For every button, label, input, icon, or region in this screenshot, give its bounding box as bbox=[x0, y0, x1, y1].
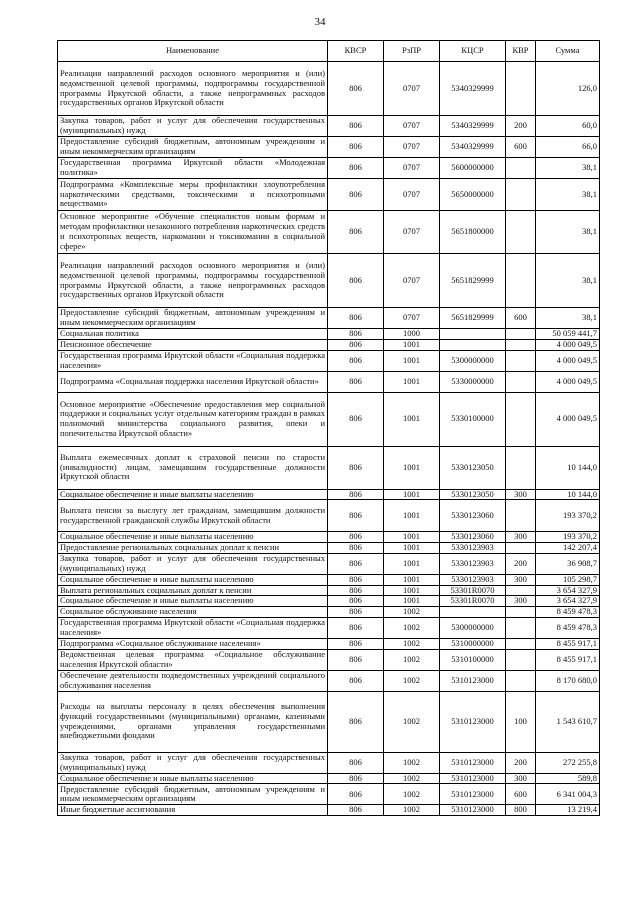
row-kcsr-cell: 53301R0070 bbox=[440, 585, 506, 596]
row-kcsr-cell: 5340329999 bbox=[440, 137, 506, 158]
row-rzpr-cell: 1001 bbox=[384, 350, 440, 371]
table-row bbox=[58, 158, 600, 179]
table-row bbox=[58, 805, 600, 816]
row-name-cell: Социальное обеспечение и иные выплаты населению bbox=[58, 596, 328, 607]
row-kvsr-cell: 806 bbox=[328, 254, 384, 308]
row-kvsr-cell: 806 bbox=[328, 607, 384, 618]
table-row bbox=[58, 350, 600, 371]
header-kcsr: КЦСР bbox=[440, 41, 506, 62]
row-kvsr-cell: 806 bbox=[328, 596, 384, 607]
row-kcsr-cell: 5340329999 bbox=[440, 62, 506, 116]
row-sum-cell: 10 144,0 bbox=[536, 446, 600, 489]
row-sum-cell: 105 298,7 bbox=[536, 574, 600, 585]
row-sum-cell: 13 219,4 bbox=[536, 805, 600, 816]
row-name-cell: Реализация направлений расходов основного мероприятия и (или) ведомственной целевой программы, подпрограммы государственной программы Иркутской области, а также непрограммных расходов государственных органов Иркутской области bbox=[58, 62, 328, 116]
row-kvr-cell bbox=[506, 500, 536, 532]
row-kvr-cell bbox=[506, 649, 536, 670]
row-kcsr-cell: 5600000000 bbox=[440, 158, 506, 179]
row-name-cell: Социальное обеспечение и иные выплаты населению bbox=[58, 773, 328, 784]
row-kvr-cell: 300 bbox=[506, 489, 536, 500]
row-kvsr-cell: 806 bbox=[328, 329, 384, 340]
row-kcsr-cell bbox=[440, 607, 506, 618]
row-rzpr-cell: 1001 bbox=[384, 585, 440, 596]
row-name-cell: Основное мероприятие «Обеспечение предоставления мер социальной поддержки и социальных услуг отдельным категориям граждан в рамках полномочий министерства социального развития, опеки и попечительства Иркутской области» bbox=[58, 392, 328, 446]
row-kvr-cell: 200 bbox=[506, 553, 536, 574]
row-kcsr-cell: 5330123060 bbox=[440, 500, 506, 532]
table-row bbox=[58, 500, 600, 532]
row-kvsr-cell: 806 bbox=[328, 649, 384, 670]
row-name-cell: Ведомственная целевая программа «Социальное обслуживание населения Иркутской области» bbox=[58, 649, 328, 670]
row-kcsr-cell: 5330123903 bbox=[440, 543, 506, 554]
row-kvr-cell: 200 bbox=[506, 752, 536, 773]
row-kvr-cell bbox=[506, 211, 536, 254]
row-rzpr-cell: 1002 bbox=[384, 617, 440, 638]
row-sum-cell: 1 543 610,7 bbox=[536, 691, 600, 752]
row-name-cell: Выплата пенсии за выслугу лет гражданам, замещавшим должности государственной гражданской службы Иркутской области bbox=[58, 500, 328, 532]
row-kvsr-cell: 806 bbox=[328, 574, 384, 585]
row-rzpr-cell: 1002 bbox=[384, 638, 440, 649]
table-row bbox=[58, 543, 600, 554]
row-name-cell: Расходы на выплаты персоналу в целях обеспечения выполнения функций государственными (муниципальными) органами, казенными учреждениями, органами управления государственными внебюджетными фондами bbox=[58, 691, 328, 752]
row-sum-cell: 3 654 327,9 bbox=[536, 585, 600, 596]
row-sum-cell: 10 144,0 bbox=[536, 489, 600, 500]
budget-table bbox=[57, 40, 600, 816]
row-rzpr-cell: 1002 bbox=[384, 649, 440, 670]
row-kcsr-cell: 5330123050 bbox=[440, 446, 506, 489]
row-sum-cell: 38,1 bbox=[536, 308, 600, 329]
row-kvr-cell: 300 bbox=[506, 574, 536, 585]
row-kvr-cell bbox=[506, 158, 536, 179]
row-kcsr-cell: 5330123903 bbox=[440, 574, 506, 585]
row-kvr-cell bbox=[506, 543, 536, 554]
row-kvr-cell: 100 bbox=[506, 691, 536, 752]
row-rzpr-cell: 0707 bbox=[384, 254, 440, 308]
row-kvr-cell: 600 bbox=[506, 137, 536, 158]
row-kcsr-cell: 5330123060 bbox=[440, 532, 506, 543]
row-rzpr-cell: 1001 bbox=[384, 500, 440, 532]
table-row bbox=[58, 649, 600, 670]
table-row bbox=[58, 339, 600, 350]
row-name-cell: Социальная политика bbox=[58, 329, 328, 340]
row-sum-cell: 8 170 680,0 bbox=[536, 670, 600, 691]
table-row bbox=[58, 607, 600, 618]
row-kvr-cell: 800 bbox=[506, 805, 536, 816]
row-sum-cell: 38,1 bbox=[536, 158, 600, 179]
table-row bbox=[58, 596, 600, 607]
row-kvsr-cell: 806 bbox=[328, 585, 384, 596]
row-kcsr-cell: 5300000000 bbox=[440, 350, 506, 371]
table-row bbox=[58, 574, 600, 585]
row-rzpr-cell: 1000 bbox=[384, 329, 440, 340]
row-kvr-cell bbox=[506, 371, 536, 392]
row-rzpr-cell: 0707 bbox=[384, 116, 440, 137]
row-kvr-cell bbox=[506, 392, 536, 446]
row-rzpr-cell: 0707 bbox=[384, 179, 440, 211]
row-kvsr-cell: 806 bbox=[328, 784, 384, 805]
table-row bbox=[58, 62, 600, 116]
row-sum-cell: 8 455 917,1 bbox=[536, 649, 600, 670]
row-kvsr-cell: 806 bbox=[328, 543, 384, 554]
row-kcsr-cell: 5300000000 bbox=[440, 617, 506, 638]
row-kcsr-cell: 5310123000 bbox=[440, 670, 506, 691]
row-kvr-cell bbox=[506, 339, 536, 350]
row-kvr-cell bbox=[506, 585, 536, 596]
row-kvsr-cell: 806 bbox=[328, 350, 384, 371]
row-sum-cell: 142 207,4 bbox=[536, 543, 600, 554]
row-rzpr-cell: 1002 bbox=[384, 752, 440, 773]
row-sum-cell: 36 908,7 bbox=[536, 553, 600, 574]
row-sum-cell: 4 000 049,5 bbox=[536, 392, 600, 446]
row-kvsr-cell: 806 bbox=[328, 532, 384, 543]
row-rzpr-cell: 1002 bbox=[384, 670, 440, 691]
row-kvsr-cell: 806 bbox=[328, 805, 384, 816]
row-kvr-cell bbox=[506, 254, 536, 308]
row-name-cell: Социальное обеспечение и иные выплаты населению bbox=[58, 489, 328, 500]
row-kvr-cell: 300 bbox=[506, 532, 536, 543]
row-kcsr-cell: 5330000000 bbox=[440, 371, 506, 392]
row-name-cell: Подпрограмма «Социальная поддержка населения Иркутской области» bbox=[58, 371, 328, 392]
row-name-cell: Выплата региональных социальных доплат к пенсии bbox=[58, 585, 328, 596]
row-rzpr-cell: 1001 bbox=[384, 371, 440, 392]
table-row bbox=[58, 691, 600, 752]
row-name-cell: Социальное обеспечение и иные выплаты населению bbox=[58, 574, 328, 585]
row-kcsr-cell: 5330123050 bbox=[440, 489, 506, 500]
table-row bbox=[58, 773, 600, 784]
row-kcsr-cell: 5310123000 bbox=[440, 773, 506, 784]
row-sum-cell: 4 000 049,5 bbox=[536, 339, 600, 350]
row-name-cell: Пенсионное обеспечение bbox=[58, 339, 328, 350]
header-kvsr: КВСР bbox=[328, 41, 384, 62]
row-sum-cell: 3 654 327,9 bbox=[536, 596, 600, 607]
header-sum: Сумма bbox=[536, 41, 600, 62]
table-row bbox=[58, 752, 600, 773]
row-sum-cell: 8 459 478,3 bbox=[536, 617, 600, 638]
row-kcsr-cell bbox=[440, 329, 506, 340]
row-kcsr-cell: 5340329999 bbox=[440, 116, 506, 137]
row-kcsr-cell: 5651800000 bbox=[440, 211, 506, 254]
page-number: 34 bbox=[314, 16, 326, 28]
row-sum-cell: 4 000 049,5 bbox=[536, 371, 600, 392]
row-kvsr-cell: 806 bbox=[328, 670, 384, 691]
row-sum-cell: 193 370,2 bbox=[536, 532, 600, 543]
row-name-cell: Реализация направлений расходов основного мероприятия и (или) ведомственной целевой программы, подпрограммы государственной программы Иркутской области, а также непрограммных расходов государственных органов Иркутской области bbox=[58, 254, 328, 308]
row-kvr-cell bbox=[506, 617, 536, 638]
row-name-cell: Обеспечение деятельности подведомственных учреждений социального обслуживания населения bbox=[58, 670, 328, 691]
row-sum-cell: 66,0 bbox=[536, 137, 600, 158]
row-kvsr-cell: 806 bbox=[328, 158, 384, 179]
row-rzpr-cell: 0707 bbox=[384, 211, 440, 254]
table-row bbox=[58, 392, 600, 446]
table-row bbox=[58, 371, 600, 392]
row-kvr-cell: 200 bbox=[506, 116, 536, 137]
table-row bbox=[58, 254, 600, 308]
row-rzpr-cell: 1002 bbox=[384, 691, 440, 752]
row-kvsr-cell: 806 bbox=[328, 179, 384, 211]
row-kcsr-cell: 5650000000 bbox=[440, 179, 506, 211]
table-row bbox=[58, 489, 600, 500]
table-row bbox=[58, 532, 600, 543]
row-kvsr-cell: 806 bbox=[328, 489, 384, 500]
table-row bbox=[58, 784, 600, 805]
row-rzpr-cell: 1001 bbox=[384, 543, 440, 554]
header-name: Наименование bbox=[58, 41, 328, 62]
row-name-cell: Закупка товаров, работ и услуг для обеспечения государственных (муниципальных) нужд bbox=[58, 116, 328, 137]
row-kvsr-cell: 806 bbox=[328, 392, 384, 446]
row-name-cell: Государственная программа Иркутской области «Социальная поддержка населения» bbox=[58, 617, 328, 638]
row-name-cell: Предоставление субсидий бюджетным, автономным учреждениям и иным некоммерческим организациям bbox=[58, 137, 328, 158]
row-rzpr-cell: 1002 bbox=[384, 607, 440, 618]
row-kcsr-cell: 5310123000 bbox=[440, 752, 506, 773]
row-kcsr-cell: 5310100000 bbox=[440, 649, 506, 670]
row-sum-cell: 50 059 441,7 bbox=[536, 329, 600, 340]
table-body bbox=[58, 62, 600, 816]
row-rzpr-cell: 1001 bbox=[384, 489, 440, 500]
row-kcsr-cell bbox=[440, 339, 506, 350]
table-row bbox=[58, 116, 600, 137]
row-rzpr-cell: 0707 bbox=[384, 137, 440, 158]
row-rzpr-cell: 1001 bbox=[384, 574, 440, 585]
row-rzpr-cell: 1002 bbox=[384, 784, 440, 805]
row-sum-cell: 126,0 bbox=[536, 62, 600, 116]
row-kcsr-cell: 5330123903 bbox=[440, 553, 506, 574]
row-kvr-cell bbox=[506, 670, 536, 691]
row-name-cell: Выплата ежемесячных доплат к страховой пенсии по старости (инвалидности) лицам, замещавшим государственные должности Иркутской области bbox=[58, 446, 328, 489]
row-sum-cell: 60,0 bbox=[536, 116, 600, 137]
row-kvsr-cell: 806 bbox=[328, 773, 384, 784]
row-kvr-cell: 300 bbox=[506, 773, 536, 784]
row-name-cell: Иные бюджетные ассигнования bbox=[58, 805, 328, 816]
header-kvr: КВР bbox=[506, 41, 536, 62]
row-kvsr-cell: 806 bbox=[328, 308, 384, 329]
table-row bbox=[58, 446, 600, 489]
row-kvr-cell bbox=[506, 607, 536, 618]
row-kvsr-cell: 806 bbox=[328, 339, 384, 350]
row-sum-cell: 4 000 049,5 bbox=[536, 350, 600, 371]
row-sum-cell: 38,1 bbox=[536, 254, 600, 308]
row-kcsr-cell: 5310123000 bbox=[440, 691, 506, 752]
row-name-cell: Социальное обслуживание населения bbox=[58, 607, 328, 618]
row-name-cell: Подпрограмма «Социальное обслуживание населения» bbox=[58, 638, 328, 649]
row-name-cell: Закупка товаров, работ и услуг для обеспечения государственных (муниципальных) нужд bbox=[58, 752, 328, 773]
row-kvr-cell bbox=[506, 329, 536, 340]
row-kvsr-cell: 806 bbox=[328, 553, 384, 574]
row-rzpr-cell: 1002 bbox=[384, 773, 440, 784]
row-name-cell: Государственная программа Иркутской области «Молодежная политика» bbox=[58, 158, 328, 179]
row-rzpr-cell: 1001 bbox=[384, 532, 440, 543]
row-sum-cell: 589,8 bbox=[536, 773, 600, 784]
row-sum-cell: 193 370,2 bbox=[536, 500, 600, 532]
row-kvsr-cell: 806 bbox=[328, 617, 384, 638]
row-kvsr-cell: 806 bbox=[328, 116, 384, 137]
table-row bbox=[58, 617, 600, 638]
row-kcsr-cell: 5330100000 bbox=[440, 392, 506, 446]
row-kvr-cell bbox=[506, 446, 536, 489]
row-kvsr-cell: 806 bbox=[328, 137, 384, 158]
table-row bbox=[58, 585, 600, 596]
row-kvr-cell: 600 bbox=[506, 784, 536, 805]
row-kcsr-cell: 5310123000 bbox=[440, 784, 506, 805]
row-sum-cell: 6 341 004,3 bbox=[536, 784, 600, 805]
row-kvsr-cell: 806 bbox=[328, 752, 384, 773]
row-kcsr-cell: 5310123000 bbox=[440, 805, 506, 816]
row-sum-cell: 8 455 917,1 bbox=[536, 638, 600, 649]
row-kcsr-cell: 5651829999 bbox=[440, 254, 506, 308]
row-kcsr-cell: 53301R0070 bbox=[440, 596, 506, 607]
row-kvsr-cell: 806 bbox=[328, 500, 384, 532]
row-kvr-cell bbox=[506, 179, 536, 211]
table-row bbox=[58, 308, 600, 329]
row-sum-cell: 272 255,8 bbox=[536, 752, 600, 773]
row-name-cell: Предоставление субсидий бюджетным, автономным учреждениям и иным некоммерческим организациям bbox=[58, 308, 328, 329]
table-row bbox=[58, 137, 600, 158]
row-name-cell: Предоставление субсидий бюджетным, автономным учреждениям и иным некоммерческим организациям bbox=[58, 784, 328, 805]
row-kvr-cell: 300 bbox=[506, 596, 536, 607]
row-sum-cell: 38,1 bbox=[536, 179, 600, 211]
table-row bbox=[58, 553, 600, 574]
row-name-cell: Основное мероприятие «Обучение специалистов новым формам и методам профилактики незаконного потребления наркотических средств и психотропных веществ, наркомании и токсикомании в социальной сфере» bbox=[58, 211, 328, 254]
table-row bbox=[58, 638, 600, 649]
row-kvr-cell bbox=[506, 638, 536, 649]
row-name-cell: Социальное обеспечение и иные выплаты населению bbox=[58, 532, 328, 543]
row-kvr-cell bbox=[506, 350, 536, 371]
row-kvsr-cell: 806 bbox=[328, 638, 384, 649]
row-rzpr-cell: 1001 bbox=[384, 553, 440, 574]
row-rzpr-cell: 0707 bbox=[384, 158, 440, 179]
row-name-cell: Государственная программа Иркутской области «Социальная поддержка населения» bbox=[58, 350, 328, 371]
row-rzpr-cell: 1001 bbox=[384, 446, 440, 489]
row-kvsr-cell: 806 bbox=[328, 691, 384, 752]
row-sum-cell: 8 459 478,3 bbox=[536, 607, 600, 618]
row-name-cell: Закупка товаров, работ и услуг для обеспечения государственных (муниципальных) нужд bbox=[58, 553, 328, 574]
row-rzpr-cell: 0707 bbox=[384, 62, 440, 116]
row-kvsr-cell: 806 bbox=[328, 62, 384, 116]
row-rzpr-cell: 1001 bbox=[384, 392, 440, 446]
row-sum-cell: 38,1 bbox=[536, 211, 600, 254]
row-name-cell: Подпрограмма «Комплексные меры профилактики злоупотребления наркотическими средствами, токсическими и психотропными веществами» bbox=[58, 179, 328, 211]
table-row bbox=[58, 670, 600, 691]
table-header-row bbox=[58, 41, 600, 62]
row-kvr-cell: 600 bbox=[506, 308, 536, 329]
row-name-cell: Предоставление региональных социальных доплат к пенсии bbox=[58, 543, 328, 554]
table-row bbox=[58, 179, 600, 211]
row-kvsr-cell: 806 bbox=[328, 446, 384, 489]
row-kvsr-cell: 806 bbox=[328, 211, 384, 254]
row-kcsr-cell: 5651829999 bbox=[440, 308, 506, 329]
row-rzpr-cell: 1002 bbox=[384, 805, 440, 816]
row-kvsr-cell: 806 bbox=[328, 371, 384, 392]
row-rzpr-cell: 1001 bbox=[384, 596, 440, 607]
row-kcsr-cell: 5310000000 bbox=[440, 638, 506, 649]
table-row bbox=[58, 211, 600, 254]
table-row bbox=[58, 329, 600, 340]
row-kvr-cell bbox=[506, 62, 536, 116]
header-rzpr: РзПР bbox=[384, 41, 440, 62]
row-rzpr-cell: 0707 bbox=[384, 308, 440, 329]
row-rzpr-cell: 1001 bbox=[384, 339, 440, 350]
